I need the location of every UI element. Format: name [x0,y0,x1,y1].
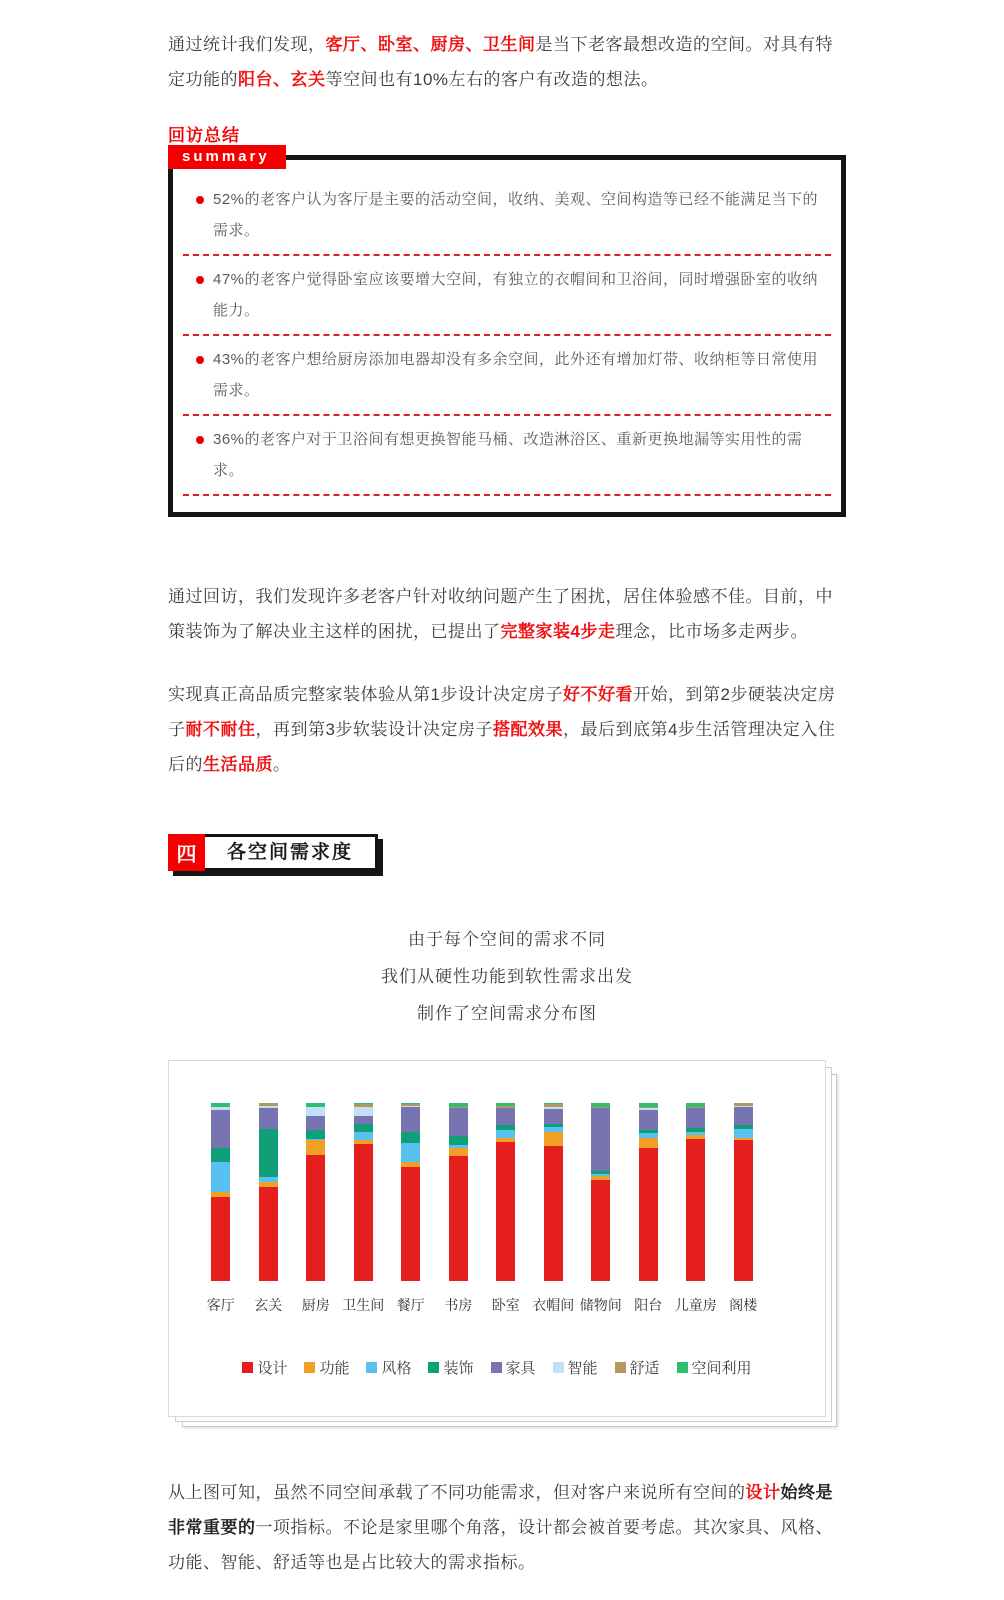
text-segment: 理念，比市场多走两步。 [615,622,808,641]
stacked-bar [449,1103,468,1281]
text-segment: 阳台、玄关 [238,70,326,89]
bar-category-label: 客厅 [206,1297,235,1313]
bar-category-label: 阳台 [634,1297,663,1313]
legend-swatch [677,1362,688,1373]
bar-segment [449,1156,468,1281]
bar-segment [449,1136,468,1145]
chart-bar-column [387,1103,435,1315]
bar-category-label: 玄关 [254,1297,283,1313]
dashed-separator [183,254,831,256]
bar-segment [686,1108,705,1128]
text-segment: 等空间也有10%左右的客户有改造的想法。 [325,70,659,89]
bar-segment [306,1107,325,1116]
legend-swatch [491,1362,502,1373]
legend-label: 家具 [505,1360,536,1377]
bar-segment [354,1144,373,1281]
text-segment: 完整家装4步走 [500,622,616,641]
bar-segment [259,1129,278,1177]
stacked-bar [259,1103,278,1281]
legend-label: 装饰 [443,1360,474,1377]
dashed-separator [183,494,831,496]
text-segment: 通过统计我们发现， [168,35,326,54]
stacked-bar [639,1103,658,1281]
stacked-bar [354,1103,373,1281]
chart-bar-column [245,1103,293,1315]
dashed-separator [183,414,831,416]
bar-segment [496,1130,515,1138]
chart-bar-column [625,1103,673,1315]
bar-segment [639,1110,658,1130]
text-segment: 是当下老客最想改造的空间。对具有特定功能的 [168,35,833,89]
summary-heading: 回访总结 [168,126,240,145]
bar-segment [259,1108,278,1129]
chart-bar-column [530,1103,578,1315]
bar-category-label: 儿童房 [674,1297,717,1313]
text-segment: 开始，到第2步硬装决定房子 [168,685,836,739]
text-segment: 通过回访，我们发现许多老客户针对收纳问题产生了困扰，居住体验感不佳。目前，中策装饰为了解决业主这样的困扰，已提出了 [168,587,833,641]
bar-segment [211,1162,230,1192]
legend-label: 功能 [319,1360,350,1377]
text-segment: 实现真正高品质完整家装体验从第1步设计决定房子 [168,685,563,704]
text-segment: ，再到第3步软装设计决定房子 [255,720,493,739]
bar-segment [544,1109,563,1123]
legend-label: 舒适 [629,1360,660,1377]
stacked-bar [591,1103,610,1281]
legend-item [491,1357,536,1378]
bar-segment [211,1197,230,1281]
bar-segment [306,1116,325,1130]
closing-paragraph [168,1475,846,1600]
summary-tab-label: summary [168,145,286,169]
chart-bar-column [197,1103,245,1315]
stacked-bar [734,1103,753,1281]
stacked-bar [306,1103,325,1281]
bar-category-label: 书房 [444,1297,473,1313]
chart-intro-line-1: 由于每个空间的需求不同 [408,930,606,949]
summary-bullet-3: 43%的老客户想给厨房添加电器却没有多余空间，此外还有增加灯带、收纳柜等日常使用需求。 [181,344,833,406]
chart-intro-line-2: 我们从硬性功能到软性需求出发 [381,967,633,986]
bar-segment [401,1143,420,1162]
intro-paragraph [168,27,846,97]
legend-item [242,1357,287,1378]
legend-item [428,1357,473,1378]
bar-segment [686,1139,705,1281]
bar-segment [639,1148,658,1282]
legend-item [615,1357,660,1378]
chart-bar-column [292,1103,340,1315]
bar-segment [354,1124,373,1132]
legend-swatch [304,1362,315,1373]
summary-bullet-2: 47%的老客户觉得卧室应该要增大空间，有独立的衣帽间和卫浴间，同时增强卧室的收纳能力。 [181,264,833,326]
bar-segment [449,1108,468,1136]
bar-segment [211,1148,230,1162]
revisit-paragraph [168,579,846,649]
bar-segment [306,1140,325,1154]
bar-segment [591,1180,610,1281]
chart-bars [169,1103,825,1315]
bar-segment [354,1116,373,1124]
bar-segment [496,1108,515,1125]
legend-item [304,1357,349,1378]
bar-segment [401,1132,420,1144]
summary-bullet-4: 36%的老客户对于卫浴间有想更换智能马桶、改造淋浴区、重新更换地漏等实用性的需求。 [181,424,833,486]
chart-intro-lines [168,921,846,1032]
bar-segment [259,1187,278,1281]
bar-category-label: 衣帽间 [532,1297,575,1313]
legend-swatch [366,1362,377,1373]
legend-swatch [428,1362,439,1373]
chart-legend [169,1357,825,1416]
bar-segment [591,1108,610,1170]
section-number-badge: 四 [168,834,205,871]
bar-segment [449,1148,468,1156]
bar-segment [639,1138,658,1148]
text-segment: 客厅、卧室、厨房、卫生间 [325,35,536,54]
article-content [168,0,846,1600]
summary-bullet-1: 52%的老客户认为客厅是主要的活动空间，收纳、美观、空间构造等已经不能满足当下的需求。 [181,184,833,246]
legend-item [677,1357,752,1378]
section-title: 各空间需求度 [205,834,378,871]
text-segment: 从上图可知，虽然不同空间承载了不同功能需求，但对客户来说所有空间的 [168,1483,746,1502]
section-4-header [168,834,378,871]
bar-segment [306,1130,325,1139]
bar-category-label: 阁楼 [729,1297,758,1313]
chart-intro-line-3: 制作了空间需求分布图 [417,1004,597,1023]
chart-bar-column [482,1103,530,1315]
text-segment: 搭配效果 [492,720,563,739]
legend-item [366,1357,411,1378]
text-segment: 好不好看 [562,685,633,704]
bar-segment [734,1140,753,1281]
chart-card [168,1060,826,1417]
stacked-bar [401,1103,420,1281]
text-segment: 设计 [745,1483,781,1502]
legend-label: 风格 [381,1360,412,1377]
legend-swatch [553,1362,564,1373]
legend-label: 空间利用 [691,1360,752,1377]
space-demand-chart[interactable] [168,1060,826,1417]
dashed-separator [183,334,831,336]
summary-box [168,148,846,517]
bar-category-label: 储物间 [579,1297,622,1313]
bar-segment [544,1132,563,1146]
text-segment: 耐不耐住 [185,720,256,739]
bar-category-label: 厨房 [301,1297,330,1313]
legend-item [553,1357,598,1378]
bar-segment [354,1107,373,1117]
bar-segment [401,1167,420,1281]
bar-segment [496,1142,515,1281]
text-segment: 。 [273,755,291,774]
bar-segment [401,1107,420,1132]
bar-category-label: 卫生间 [342,1297,385,1313]
bar-segment [354,1132,373,1139]
text-segment: 一项指标。不论是家里哪个角落，设计都会被首要考虑。其次家具、风格、功能、智能、舒适等也是占比较大的需求指标。 [168,1518,833,1572]
legend-swatch [242,1362,253,1373]
legend-label: 设计 [257,1360,288,1377]
legend-label: 智能 [567,1360,598,1377]
chart-bar-column [672,1103,720,1315]
chart-bar-column [435,1103,483,1315]
chart-bar-column [577,1103,625,1315]
bar-segment [734,1129,753,1138]
stacked-bar [686,1103,705,1281]
bar-segment [544,1146,563,1281]
stacked-bar [211,1103,230,1281]
text-segment: 生活品质 [203,755,273,774]
bar-segment [306,1155,325,1281]
bar-segment [211,1110,230,1147]
text-segment: ，最后到底第4步生活管理决定入住后的 [168,720,836,774]
chart-bar-column [720,1103,768,1315]
stacked-bar [496,1103,515,1281]
text-segment: 始终是非常重要的 [168,1483,833,1537]
bar-segment [734,1107,753,1126]
four-steps-paragraph [168,677,846,782]
bar-category-label: 餐厅 [396,1297,425,1313]
stacked-bar [544,1103,563,1281]
bar-category-label: 卧室 [491,1297,520,1313]
legend-swatch [615,1362,626,1373]
chart-bar-column [340,1103,388,1315]
